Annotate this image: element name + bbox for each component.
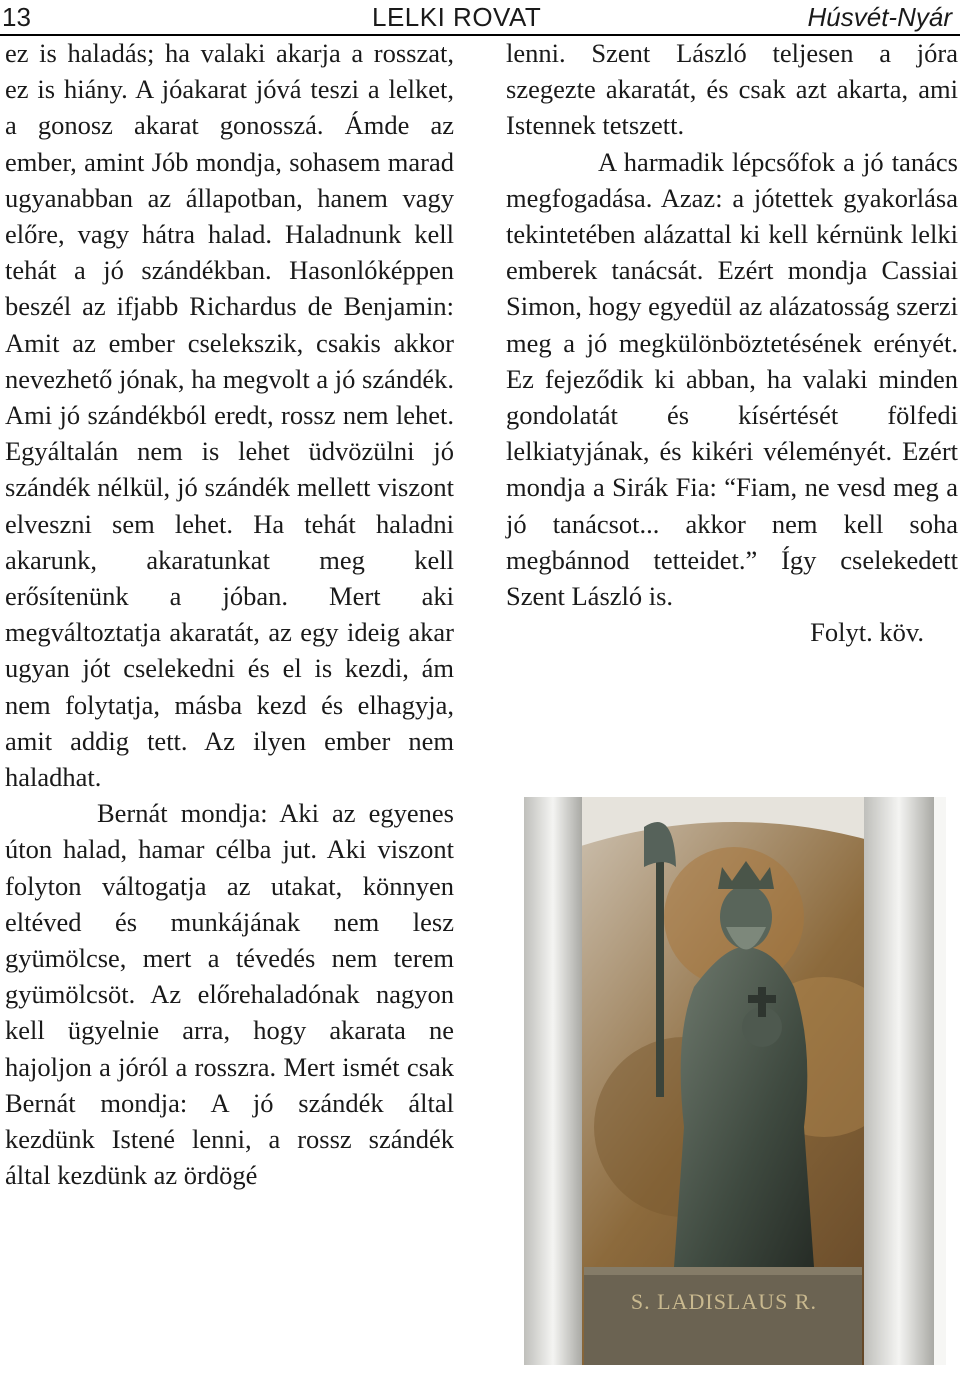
issue-label: Húsvét-Nyár [807,2,952,32]
left-column [5,35,454,1194]
right-paragraph-2: A harmadik lépcsőfok a jó tanács megfogadása. Azaz: a jótettek gyakorlása tekintetében alázattal ki kell kérnünk lelki emberek tanácsát. Ezért mondja Cassiai Simon, hogy egyedül az alázatosság szerzi meg a jó megkülönböztetésének erényét. Ez fejeződik ki abban, ha valaki minden gondolatát és kísértését fölfedi lelkiatyjának, és kikéri véleményét. Ezért mondja a Sirák Fia: “Fiam, ne vesd meg a jó tanácsot... akkor nem kell soha megbánnod tetteidet.” Így cselekedett Szent László is. [506,146,958,612]
right-column [506,35,958,650]
statue-photo [524,797,946,1365]
left-paragraph-2: Bernát mondja: Aki az egyenes úton halad, hamar célba jut. Aki viszont folyton váltogatja az utakat, könnyen eltéved és munkájának nem lesz gyümölcse, mert a tévedés nem terem gyümölcsöt. Az előrehaladónak nagyon kell ügyelnie arra, hogy akarata ne hajoljon a jóról a rosszra. Mert ismét csak Bernát mondja: A jó szándék által kezdünk Istené lenni, a rossz szándék által kezdünk az ördögé [5,798,454,1191]
page-number: 13 [2,2,31,32]
section-title: LELKI ROVAT [372,2,542,32]
page-header [0,0,960,36]
left-paragraph-1: ez is haladás; ha valaki akarja a rosszat, ez is hiány. A jóakarat jóvá teszi a lelket, a gonosz akarat gonosszá. Ámde az ember, amint Jób mondja, sohasem marad ugyanabban az állapotban, hanem vagy előre, vagy hátra halad. Haladnunk kell tehát a jó szándékban. Hasonlóképpen beszél az ifjabb Richardus de Benjamin: Amit az ember cselekszik, csakis akkor nevezhető jónak, ha megvolt a jó szándék. Ami jó szándékból eredt, rossz nem lehet. Egyáltalán nem is lehet üdvözülni jó szándék nélkül, jó szándék mellett viszont elveszni sem lehet. Ha tehát haladni akarunk, akaratunkat meg kell erősítenünk a jóban. Mert aki megváltoztatja akaratát, az egy ideig akar ugyan jót cselekedni és el is kezdi, ám nem folytatja, másba kezd és elhagyja, amit addig tett. Az ilyen ember nem haladhat. [5,38,454,793]
saint-ladislaus-statue-image [524,797,946,1365]
continued-label: Folyt. köv. [810,617,924,648]
plinth-inscription: S. LADISLAUS R. [630,1289,818,1314]
right-paragraph-1: lenni. Szent László teljesen a jóra szegezte akaratát, és csak azt akarta, ami Istennek tetszett. [506,38,958,141]
